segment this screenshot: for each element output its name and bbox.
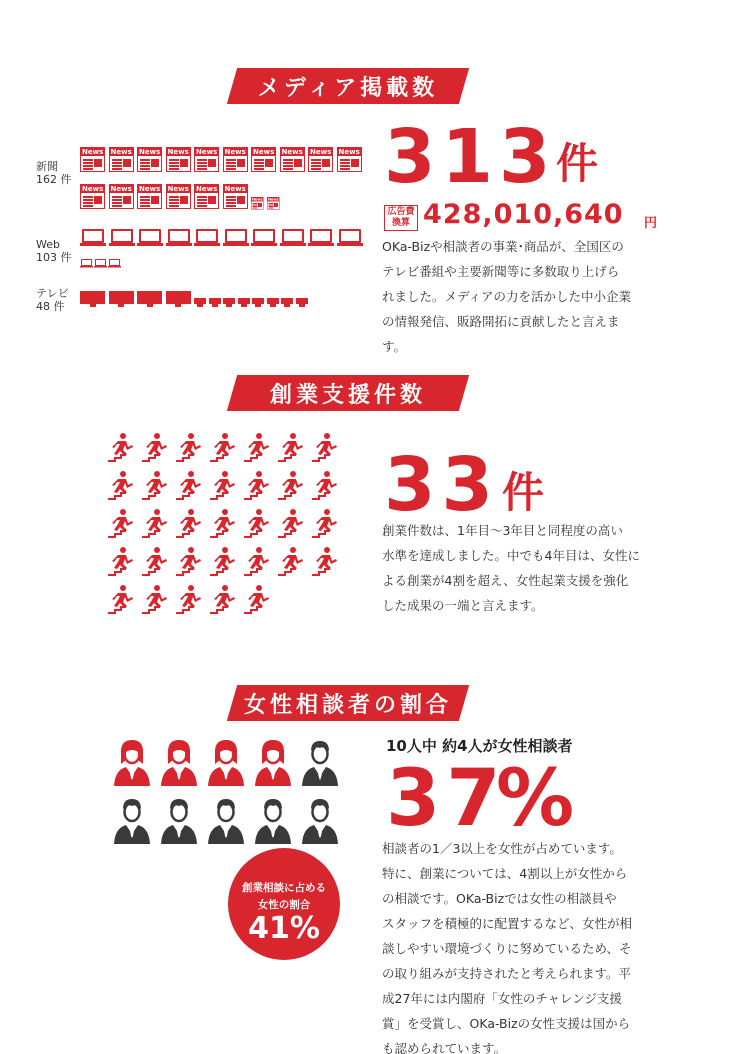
newspaper-icon (194, 184, 219, 209)
runner-stairs-icon (242, 584, 272, 619)
news-icon-header: News (196, 148, 218, 156)
tv-icon (166, 291, 191, 308)
man-icon (112, 796, 152, 844)
web-label (36, 238, 72, 264)
news-icon-header: News (338, 148, 360, 156)
newspaper-icon (308, 147, 333, 172)
man-icon (300, 738, 340, 786)
runner-stairs-icon (310, 546, 340, 581)
news-icon-header: News (110, 148, 132, 156)
news-icon-header: News (196, 185, 218, 193)
description-line: スタッフを積極的に配置するなど、女性が相 (382, 916, 633, 931)
runner-stairs-icon (310, 470, 340, 505)
startup-banner (232, 375, 464, 411)
description-line: 談しやすい環境づくりに努めているため、そ (382, 941, 632, 956)
newspaper-icon (251, 147, 276, 172)
description-line: 創業件数は、1年目～3年目と同程度の高い (382, 523, 623, 538)
female-banner (232, 685, 464, 721)
description-line: す。 (382, 339, 407, 354)
media-description (382, 234, 682, 359)
woman-icon (159, 738, 199, 786)
newspaper-icon (251, 197, 264, 210)
tv-icon (109, 291, 134, 308)
badge-value: 41% (248, 911, 320, 946)
description-line: も認められています。 (382, 1041, 507, 1054)
newspaper-icon (80, 184, 105, 209)
people-icon-grid (112, 738, 352, 848)
ad-unit: 円 (644, 216, 658, 231)
runner-stairs-icon (174, 546, 204, 581)
runner-stairs-icon (242, 546, 272, 581)
description-line: の情報発信、販路開拓に貢献したと言えま (382, 314, 620, 329)
tv-icon (281, 298, 293, 308)
runner-stairs-icon (140, 470, 170, 505)
newspaper-icon (137, 147, 162, 172)
description-line: 相談者の1／3以上を女性が占めています。 (382, 841, 622, 856)
tv-label-text: テレビ (36, 287, 69, 300)
tv-icon (223, 298, 235, 308)
runner-stairs-icon (276, 508, 306, 543)
startup-description (382, 518, 682, 618)
runner-stairs-icon (140, 508, 170, 543)
newspaper-label-text: 新聞 (36, 160, 58, 173)
runner-stairs-icon (242, 432, 272, 467)
laptop-icon-grid (80, 229, 370, 275)
runner-stairs-icon (276, 546, 306, 581)
news-icon-header: News (167, 185, 189, 193)
news-icon-header: News (167, 148, 189, 156)
media-banner-title: メディア掲載数 (257, 75, 439, 101)
runner-stairs-icon (140, 584, 170, 619)
runner-stairs-icon (174, 584, 204, 619)
tv-icon-grid (80, 288, 370, 308)
ad-label-line1: 広告費 (387, 207, 415, 217)
woman-icon (206, 738, 246, 786)
newspaper-icon (223, 147, 248, 172)
runner-stairs-icon (106, 584, 136, 619)
runner-stairs-icon (310, 432, 340, 467)
newspaper-icon (223, 184, 248, 209)
newspaper-icon (280, 147, 305, 172)
news-icon-header: News (139, 148, 161, 156)
runner-stairs-icon (208, 546, 238, 581)
runner-stairs-icon (174, 508, 204, 543)
female-startup-badge (228, 848, 340, 960)
woman-icon (112, 738, 152, 786)
tv-count: 48 件 (36, 300, 65, 313)
ad-value: 428,010,640 (423, 199, 624, 230)
runner-stairs-icon (242, 508, 272, 543)
ad-label-box (384, 205, 418, 231)
ad-label-line2: 換算 (391, 218, 410, 228)
description-line: れました。メディアの力を活かした中小企業 (382, 289, 632, 304)
description-line: OKa-Bizや相談者の事業･商品が、全国区の (382, 239, 624, 254)
newspaper-icon (109, 147, 134, 172)
startup-total-number: 33 (384, 442, 499, 528)
female-total-number: 37 (386, 754, 507, 844)
runner-stairs-icon (242, 470, 272, 505)
badge-line1: 創業相談に占める (242, 882, 326, 894)
newspaper-icon (80, 147, 105, 172)
news-icon-header: News (268, 197, 279, 202)
newspaper-icon (166, 184, 191, 209)
news-icon-header: News (281, 148, 303, 156)
web-label-text: Web (36, 238, 60, 251)
man-icon (206, 796, 246, 844)
news-icon-header: News (224, 148, 246, 156)
tv-icon (137, 291, 162, 308)
news-icon-header: News (252, 197, 263, 202)
runner-icon-grid (106, 432, 346, 622)
tv-icon (238, 298, 250, 308)
runner-stairs-icon (140, 546, 170, 581)
description-line: した成果の一端と言えます。 (382, 598, 544, 613)
woman-icon (253, 738, 293, 786)
female-headline: 10人中 約4人が女性相談者 (386, 737, 573, 755)
news-icon-header: News (82, 185, 104, 193)
newspaper-icon (166, 147, 191, 172)
female-banner-title: 女性相談者の割合 (243, 692, 452, 718)
startup-total-unit: 件 (502, 468, 545, 517)
news-icon-header: News (139, 185, 161, 193)
media-banner (232, 68, 464, 104)
runner-stairs-icon (140, 432, 170, 467)
runner-stairs-icon (310, 508, 340, 543)
description-line: よる創業が4割を超え、女性起業支援を強化 (382, 573, 629, 588)
runner-stairs-icon (276, 432, 306, 467)
news-icon-header: News (110, 185, 132, 193)
runner-stairs-icon (208, 584, 238, 619)
description-line: の取り組みが支持されたと考えられます。平 (382, 966, 632, 981)
description-line: 水準を達成しました。中でも4年目は、女性に (382, 548, 640, 563)
startup-banner-title: 創業支援件数 (269, 382, 426, 408)
man-icon (300, 796, 340, 844)
description-line: 成27年には内閣府「女性のチャレンジ支援 (382, 991, 622, 1006)
runner-stairs-icon (106, 546, 136, 581)
description-line: 特に、創業については、4割以上が女性から (382, 866, 628, 881)
man-icon (159, 796, 199, 844)
newspaper-count: 162 件 (36, 173, 72, 186)
news-icon-header: News (253, 148, 275, 156)
tv-icon (252, 298, 264, 308)
runner-stairs-icon (208, 432, 238, 467)
newspaper-icon (337, 147, 362, 172)
female-description (382, 836, 692, 1054)
news-icon-header: News (310, 148, 332, 156)
tv-label (36, 287, 69, 313)
badge-line2: 女性の割合 (257, 899, 311, 911)
newspaper-icon (109, 184, 134, 209)
news-icon-header: News (224, 185, 246, 193)
tv-icon (267, 298, 279, 308)
tv-icon (296, 298, 308, 308)
runner-stairs-icon (106, 470, 136, 505)
runner-stairs-icon (106, 432, 136, 467)
description-line: テレビ番組や主要新聞等に多数取り上げら (382, 264, 620, 279)
media-total-unit: 件 (556, 139, 599, 188)
tv-icon (209, 298, 221, 308)
tv-icon (80, 291, 105, 308)
runner-stairs-icon (208, 508, 238, 543)
newspaper-icon (137, 184, 162, 209)
newspaper-icon (194, 147, 219, 172)
man-icon (253, 796, 293, 844)
news-icon-header: News (82, 148, 104, 156)
female-total-unit: % (496, 754, 575, 844)
runner-stairs-icon (106, 508, 136, 543)
runner-stairs-icon (276, 470, 306, 505)
newspaper-icon-grid (80, 147, 370, 217)
media-total-number: 313 (384, 114, 557, 200)
description-line: の相談です。OKa-Bizでは女性の相談員や (382, 891, 617, 906)
tv-icon (194, 298, 206, 308)
description-line: 賞」を受賞し、OKa-Bizの女性支援は国から (382, 1016, 631, 1031)
runner-stairs-icon (174, 470, 204, 505)
runner-stairs-icon (174, 432, 204, 467)
web-count: 103 件 (36, 251, 72, 264)
runner-stairs-icon (208, 470, 238, 505)
newspaper-icon (267, 197, 280, 210)
newspaper-label (36, 160, 72, 186)
